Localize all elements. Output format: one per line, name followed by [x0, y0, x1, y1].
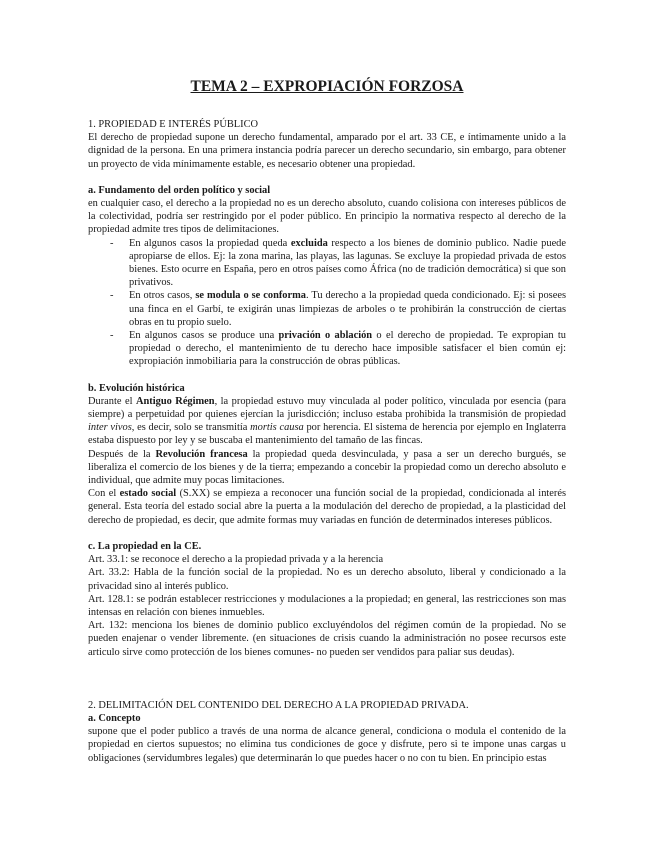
paragraph: Durante el Antiguo Régimen, la propiedad estuvo muy vinculada al poder político, vinculada por esencia (para siempre) a perpetuidad por quienes ejercían la jurisdicción; incluso estaba prohibida la transmisión de propiedad inter vivos, es decir, solo se transmitía mortis causa por herencia. El sistema de herencia por ejemplo en Inglaterra estaba dispuesto por ley y se buscaba el mantenimiento del tamaño de las fincas.	[88, 395, 566, 447]
delimitations-list	[88, 237, 566, 369]
article-line: Art. 33.1: se reconoce el derecho a la propiedad privada y a la herencia	[88, 554, 384, 566]
section-2-text: supone que el poder publico a través de una norma de alcance general, condiciona o modula el contenido de la propiedad en ciertos supuestos; no elimina tus condiciones de goce y disfrute, pero si te impone unas cargas u obligaciones (servidumbres legales) que determinarán lo que puedes hacer o no con tu bien. En principio estas	[88, 726, 566, 764]
paragraph: Con el estado social (S.XX) se empieza a reconocer una función social de la propiedad, condicionada al interés general. Esta teoría del estado social abre la puerta a la modulación del derecho de propiedad, a la plasticidad del derecho de propiedad, es decir, que admite formas muy variadas en función de determinados intereses públicos.	[88, 488, 567, 526]
list-item: - En algunos casos la propiedad queda excluida respecto a los bienes de dominio publico. Nadie puede apropiarse de ellos. Ej: la zona marina, las playas, las lagunas. Se excluye la propiedad privada de estos bienes. Esto ocurre en España, pero en otros países como África (no de tradición democrática) si que son privativos.	[88, 237, 566, 290]
section-2-heading: 2. DELIMITACIÓN DEL CONTENIDO DEL DERECHO A LA PROPIEDAD PRIVADA.	[88, 699, 469, 711]
subsection-concept-heading: a. Concepto	[88, 712, 141, 724]
subsection-a-heading: a. Fundamento del orden político y social	[88, 184, 271, 196]
article-line: Art. 132: menciona los bienes de dominio publico excluyéndolos del régimen común de la propiedad. No se pueden enajenar o vender libremente. (en situaciones de crisis cuando la administración no posee recursos este articulo sirve como protección de los bienes comunes- no pueden ser vendidos para paliar sus deudas).	[88, 620, 566, 658]
subsection-a-intro: en cualquier caso, el derecho a la propiedad no es un derecho absoluto, cuando colisiona con intereses públicos de la colectividad, podría ser restringido por el poder público. En principio la normativa respecto al derecho de la propiedad admite tres tipos de delimitaciones.	[88, 198, 566, 236]
section-1-intro: El derecho de propiedad supone un derecho fundamental, amparado por el art. 33 CE, e íntimamente unido a la dignidad de la persona. En una primera instancia podría parecer un derecho secundario, sin embargo, para obtener un proyecto de vida mínimamente estable, es necesario obtener una propiedad.	[88, 132, 566, 170]
section-1-heading: 1. PROPIEDAD E INTERÉS PÚBLICO	[88, 119, 259, 130]
list-item: - En otros casos, se modula o se conforma. Tu derecho a la propiedad queda condicionado. Ej: si posees una finca en el Garbí, te exigirán unas limpiezas de arboles o te prohibirán la construcción de ciertas obras en tu propio suelo.	[88, 289, 566, 329]
subsection-b-heading: b. Evolución histórica	[88, 382, 185, 394]
subsection-c-heading: c. La propiedad en la CE.	[88, 540, 202, 552]
paragraph: Después de la Revolución francesa la propiedad queda desvinculada, y pasa a ser un derecho burgués, se liberaliza el comercio de los bienes y de la tierra; empezando a concebir la propiedad como un derecho absoluto e individual, que admite muy pocas limitaciones.	[88, 448, 566, 487]
page-title: TEMA 2 – EXPROPIACIÓN FORZOSA	[190, 78, 464, 95]
article-line: Art. 128.1: se podrán establecer restricciones y modulaciones a la propiedad; en general, las restricciones son mas intensas en relación con bienes inmuebles.	[88, 593, 566, 618]
article-line: Art. 33.2: Habla de la función social de la propiedad. No es un derecho absoluto, liberal y condicionado a la privacidad sino al interés publico.	[88, 567, 566, 592]
list-item: - En algunos casos se produce una privación o ablación o el derecho de propiedad. Te expropian tu propiedad o derecho, el mantenimiento de tu derecho hace imposible satisfacer el bien común ej: expropiación inmobiliaria para la construcción de obras públicas.	[88, 329, 566, 369]
document-page	[88, 78, 566, 765]
